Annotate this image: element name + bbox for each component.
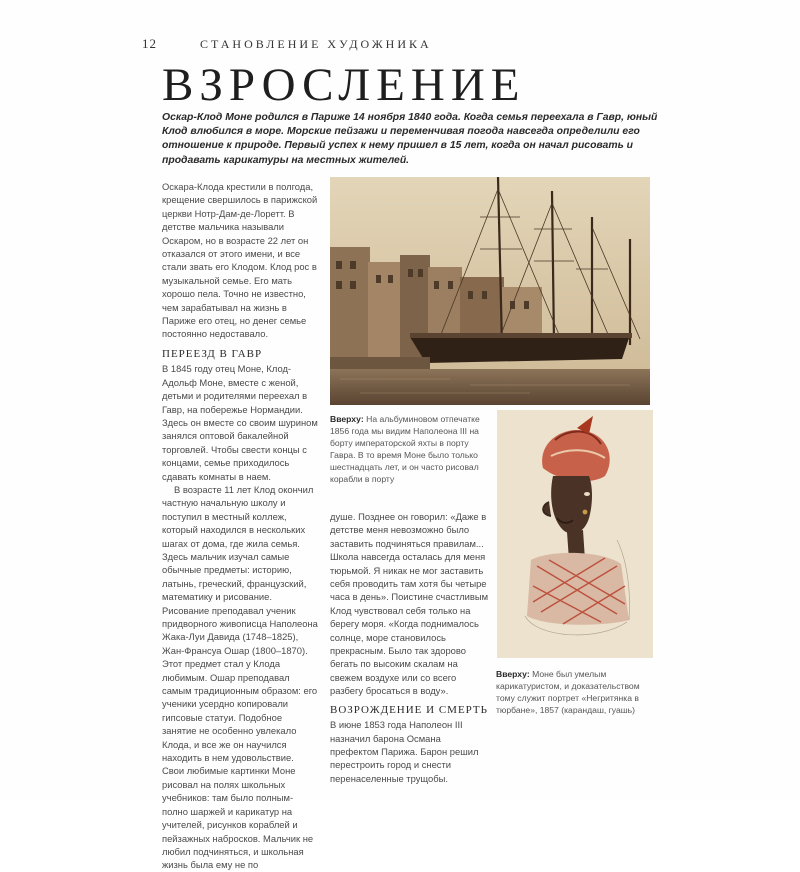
harbor-ship-image <box>330 177 650 405</box>
photo-caption <box>330 413 490 485</box>
body-paragraph: Оскара-Клода крестили в полгода, крещение свершилось в парижской церкви Нотр-Дам-де-Лоретт. В детстве мальчика называли Оскаром, но в возрасте 22 лет он отказался от этого имени, и все стали звать его Клодом. Клод рос в музыкальной семье. Его мать хорошо пела. Точно не известно, чем зарабатывал на жизнь в Париже его отец, но денег семье постоянно недоставало. <box>162 181 318 340</box>
subheading-move-to-havre: ПЕРЕЕЗД В ГАВР <box>162 347 263 360</box>
running-head: СТАНОВЛЕНИЕ ХУДОЖНИКА <box>200 37 432 51</box>
turban-portrait-drawing <box>497 410 653 658</box>
portrait-caption <box>496 668 656 716</box>
subheading-revival-and-death: ВОЗРОЖДЕНИЕ И СМЕРТЬ <box>330 703 488 716</box>
caption-label: Вверху: <box>496 669 530 679</box>
caption-text: На альбуминовом отпечатке 1856 года мы видим Наполеона III на борту императорской яхты в порту Гавра. В то время Моне было только шестнадцать лет, и он часто рисовал корабли в порту <box>330 414 480 484</box>
harbor-ship-photograph <box>330 177 650 405</box>
caption-label: Вверху: <box>330 414 364 424</box>
body-paragraph: душе. Позднее он говорил: «Даже в детстве меня невозможно было заставить подчиняться правилам... Школа навсегда осталась для меня тюрьмой. Я никак не мог заставить себя проводить там хотя бы четыре часа в день». Поистине счастливым Клод чувствовал себя только на берегу моря. «Когда поднималось солнце, море становилось прекрасным. Было так здорово бегать по высоким скалам на свежем воздухе или со всего разбегу бросаться в воду». <box>330 511 489 697</box>
text-column-middle <box>330 510 490 785</box>
body-paragraph: В возрасте 11 лет Клод окончил частную начальную школу и поступил в местный коллеж, который находился в нескольких шагах от дома, где жила семья. Здесь мальчик изучал самые обычные предметы: историю, латынь, греческий, французский, математику и рисование. Рисование преподавал ученик придворного живописца Наполеона Жака-Луи Давида (1748–1825), Жан-Франсуа Ошар (1800–1870). Этот предмет стал у Клода любимым. Ошар преподавал самым традиционным образом: его ученики усердно копировали гипсовые статуи. Подобное занятие не особенно увлекало Клода, и все же он научился находить в нем удовольствие. Свои любимые картинки Моне рисовал на полях школьных учебников: там было полным-полно шаржей и карикатур на учителей, рисунков кораблей и пейзажных набросков. Мальчик не любил подчиняться, и школьная жизнь была ему не по <box>162 483 318 871</box>
turban-woman-sketch <box>497 410 653 658</box>
text-column-left <box>162 180 318 872</box>
body-paragraph: В 1845 году отец Моне, Клод-Адольф Моне, вместе с женой, детьми и родителями переехал в Гавр, на побережье Нормандии. Здесь он вместе со своим шурином занялся оптовой бакалейной торговлей. Чтобы свести концы с концами, семье приходилось сдавать комнаты в наем. <box>162 363 318 482</box>
body-paragraph: В июне 1853 года Наполеон III назначил барона Османа префектом Парижа. Барон решил перестроить город и снести перенаселенные трущобы. <box>330 719 479 784</box>
caption-text: Моне был умелым карикатуристом, и доказательством тому служит портрет «Негритянка в тюрбане», 1857 (карандаш, гуашь) <box>496 669 640 715</box>
chapter-title: ВЗРОСЛЕНИЕ <box>162 59 526 111</box>
page-number: 12 <box>142 36 157 51</box>
lead-paragraph: Оскар-Клод Моне родился в Париже 14 ноября 1840 года. Когда семья переехала в Гавр, юный Клод влюбился в море. Морские пейзажи и переменчивая погода навсегда определили его отношение к природе. Первый успех к нему пришел в 15 лет, когда он начал рисовать и продавать карикатуры на местных жителей. <box>162 112 658 166</box>
